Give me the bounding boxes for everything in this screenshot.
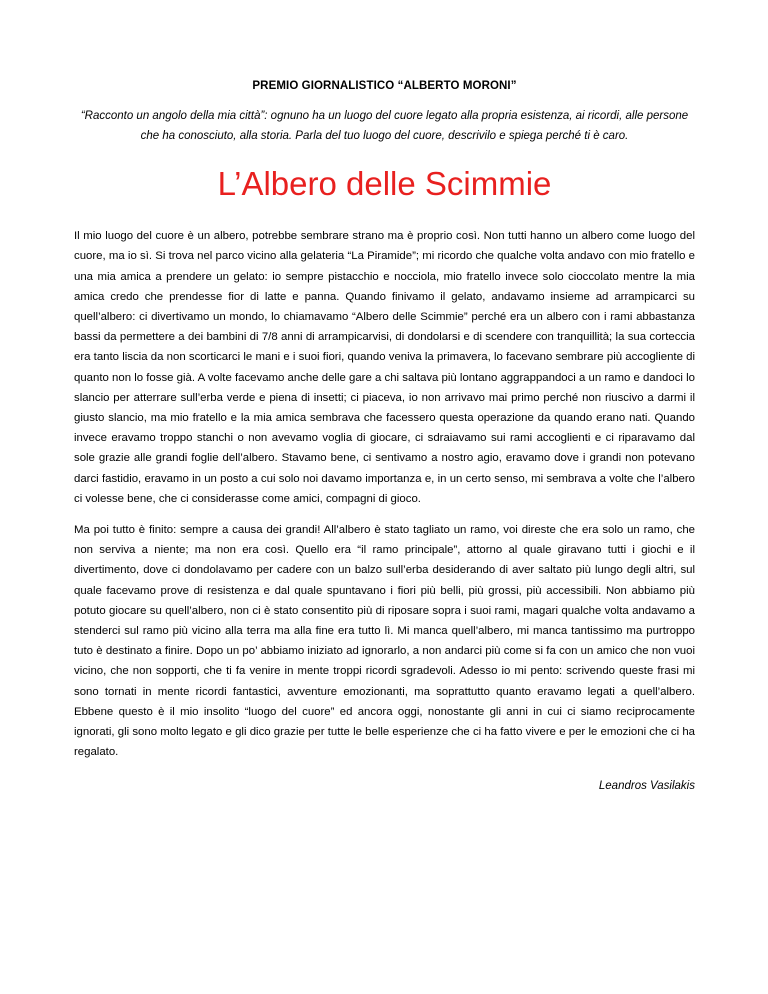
essay-prompt: “Racconto un angolo della mia città”: ognuno ha un luogo del cuore legato alla propria esistenza, ai ricordi, alle persone che ha conosciuto, alla storia. Parla del tuo luogo del cuore, descrivilo e spiega perché ti è caro. [80, 110, 689, 142]
author-signature: Leandros Vasilakis [598, 780, 695, 793]
document-page [74, 0, 695, 792]
contest-title: PREMIO GIORNALISTICO “ALBERTO MORONI” [252, 80, 517, 92]
paragraph-1: Il mio luogo del cuore è un albero, potrebbe sembrare strano ma è proprio così. Non tutti hanno un albero come luogo del cuore, ma io sì. Si trova nel parco vicino alla gelateria “La Piramide”; mi ricordo che qualche volta andavo con mio fratello e una mia amica a prendere un gelato: io sempre pistacchio e nocciola, mio fratello invece solo cioccolato mentre la mia amica credo che prendesse fior di latte e panna. Quando finivamo il gelato, andavamo insieme ad arrampicarci su quell’albero: ci divertivamo un mondo, lo chiamavamo “Albero delle Scimmie” perché era un albero con i rami abbastanza bassi da permettere a dei bambini di 7/8 anni di arrampicarvisi, di dondolarsi e di scendere con tranquillità; la sua corteccia era tanto liscia da non scorticarci le mani e i suoi fiori, quando veniva la primavera, lo facevano sembrare più accogliente di quanto non lo fosse già. A volte facevamo anche delle gare a chi saltava più lontano aggrappandoci a un ramo e dandoci lo slancio per atterrare sull’erba verde e piena di insetti; ci piaceva, io non arrivavo mai primo perché non riuscivo a darmi il giusto slancio, ma mio fratello e la mia amica sembrava che facessero questa operazione da quando erano nati. Quando invece eravamo troppo stanchi o non avevamo voglia di giocare, ci sdraiavamo sui rami accoglienti e ci riparavamo dal sole grazie alle grandi foglie dell’albero. Stavamo bene, ci sentivamo a nostro agio, eravamo dove i grandi non potevano darci fastidio, eravamo in un posto a cui solo noi davamo importanza e, in un certo senso, mi sembrava a volte che l’albero ci volesse bene, che ci considerasse come amici, compagni di gioco. [74, 230, 695, 505]
story-title: L’Albero delle Scimmie [217, 165, 552, 202]
paragraph-2: Ma poi tutto è finito: sempre a causa dei grandi! All’albero è stato tagliato un ramo, voi direste che era solo un ramo, che non serviva a niente; ma non era così. Quello era “il ramo principale”, attorno al quale giravano tutti i giochi e il divertimento, dove ci dondolavamo per cadere con un balzo sull’erba desiderando di aver saltato più lungo degli altri, sul quale facevamo prove di resistenza e dal quale spuntavano i fiori più belli, più grossi, più accessibili. Non abbiamo più potuto giocare su quell’albero, non ci è stato consentito più di riposare sopra i suoi rami, magari qualche volta andavamo a stenderci sul ramo più vicino alla terra ma alla fine era tutto lì. Mi manca quell’albero, mi manca tantissimo ma purtroppo tuto è destinato a finire. Dopo un po’ abbiamo iniziato ad ignorarlo, a non andarci più come si fa con un amico che non vuoi vicino, che non sopporti, che ti fa venire in mente troppi ricordi sgradevoli. Adesso io mi pento: scrivendo queste frasi mi sono tornati in mente ricordi fantastici, avventure emozionanti, ma soprattutto quanto eravamo legati a quell’albero. Ebbene questo è il mio insolito “luogo del cuore” ed ancora oggi, nonostante gli anni in cui ci siamo reciprocamente ignorati, gli sono molto legato e gli dico grazie per tutte le belle esperienze che ci ha fatto vivere e per le emozioni che ci ha regalato. [74, 523, 695, 759]
